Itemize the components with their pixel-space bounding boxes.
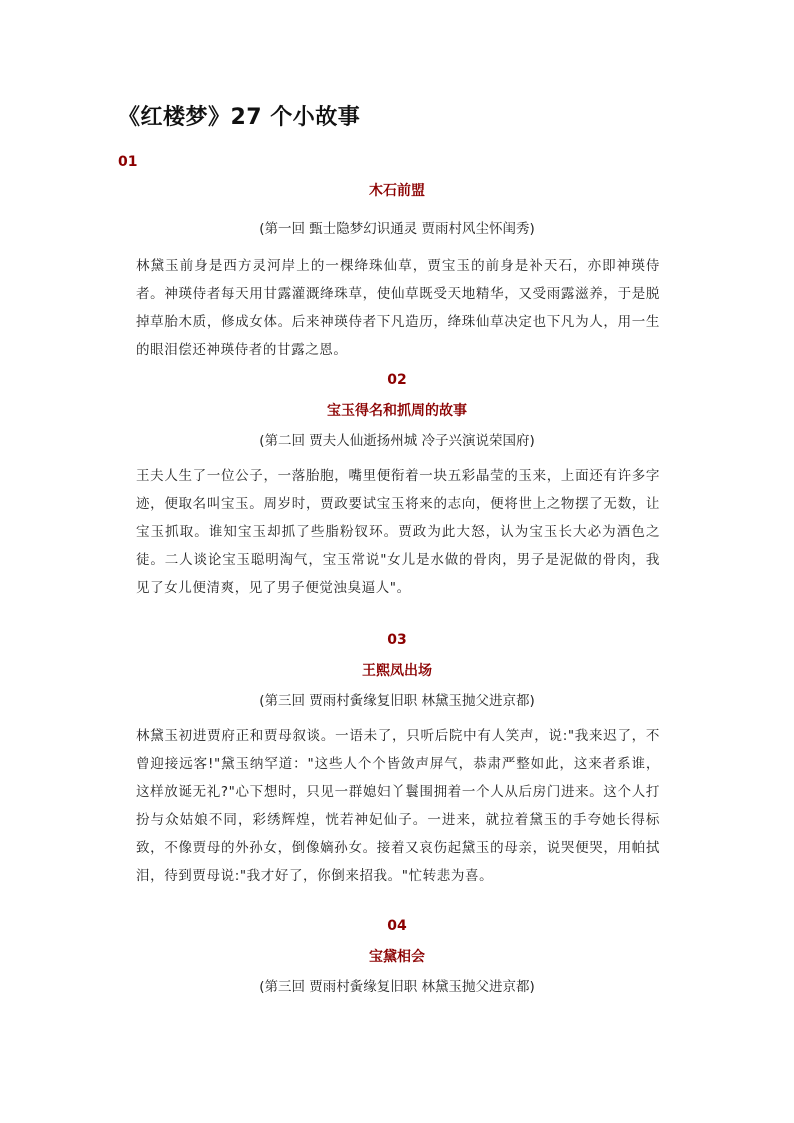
section-chapter: (第三回 贾雨村夤缘复旧职 林黛玉抛父进京都) <box>259 979 535 995</box>
section-chapter: (第三回 贾雨村夤缘复旧职 林黛玉抛父进京都) <box>259 693 535 709</box>
section-number: 04 <box>387 918 407 934</box>
section-body: 林黛玉前身是西方灵河岸上的一棵绛珠仙草，贾宝玉的前身是补天石，亦即神瑛侍者。神瑛侍者每天用甘露灌溉绛珠草，使仙草既受天地精华，又受雨露滋养，于是脱掉草胎木质，修成女体。后来神瑛侍者下凡造历，绛珠仙草决定也下凡为人，用一生的眼泪偿还神瑛侍者的甘露之恩。 <box>136 258 660 358</box>
section-title: 宝黛相会 <box>369 949 425 965</box>
section-title: 宝玉得名和抓周的故事 <box>327 403 467 419</box>
section-number: 02 <box>387 372 407 388</box>
section-chapter: (第二回 贾夫人仙逝扬州城 冷子兴演说荣国府) <box>259 433 535 449</box>
document-title: 《红楼梦》27 个小故事 <box>118 105 361 130</box>
section-number: 03 <box>387 632 407 648</box>
section-body: 林黛玉初进贾府正和贾母叙谈。一语未了，只听后院中有人笑声，说:"我来迟了，不曾迎接远客!"黛玉纳罕道："这些人个个皆敛声屏气，恭肃严整如此，这来者系谁，这样放诞无礼?"心下想时，只见一群媳妇丫鬟围拥着一个人从后房门进来。这个人打扮与众姑娘不同，彩绣辉煌，恍若神妃仙子。一进来，就拉着黛玉的手夸她长得标致，不像贾母的外孙女，倒像嫡孙女。接着又哀伤起黛玉的母亲，说哭便哭，用帕拭泪，待到贾母说:"我才好了，你倒来招我。"忙转悲为喜。 <box>136 728 660 884</box>
section-body: 王夫人生了一位公子，一落胎胞，嘴里便衔着一块五彩晶莹的玉来，上面还有许多字迹，便取名叫宝玉。周岁时，贾政要试宝玉将来的志向，便将世上之物摆了无数，让宝玉抓取。谁知宝玉却抓了些脂粉钗环。贾政为此大怒，认为宝玉长大必为酒色之徒。二人谈论宝玉聪明淘气，宝玉常说"女儿是水做的骨肉，男子是泥做的骨肉，我见了女儿便清爽，见了男子便觉浊臭逼人"。 <box>136 468 660 596</box>
section-chapter: (第一回 甄士隐梦幻识通灵 贾雨村风尘怀闺秀) <box>259 221 535 237</box>
section-title: 木石前盟 <box>369 183 425 199</box>
section-number: 01 <box>118 154 138 170</box>
section-title: 王熙凤出场 <box>362 663 432 679</box>
